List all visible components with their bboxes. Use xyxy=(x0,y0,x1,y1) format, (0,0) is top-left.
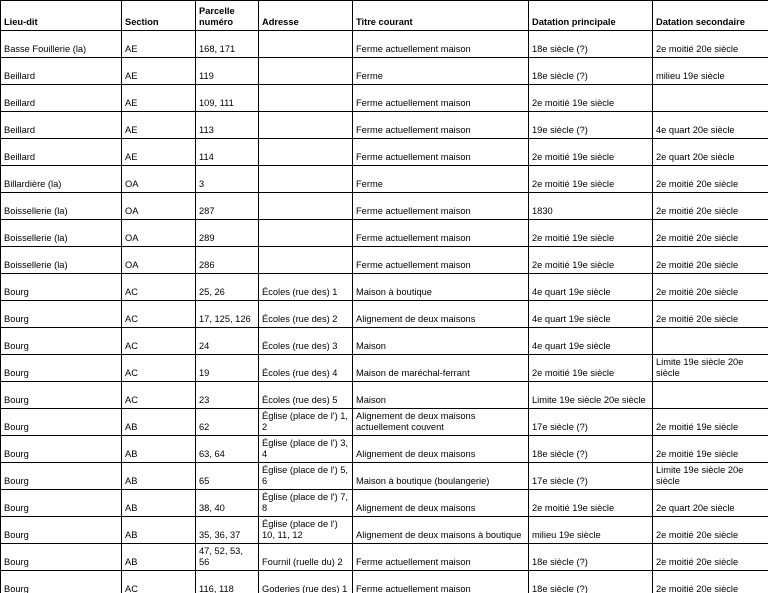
datation-secondaire-cell: 2e moitié 20e siècle xyxy=(653,571,768,593)
parcelle-cell: 17, 125, 126 xyxy=(196,301,259,328)
adresse-cell xyxy=(259,139,353,166)
datation-principale-cell: 1830 xyxy=(529,193,653,220)
lieu-dit-cell: Basse Fouillerie (la) xyxy=(1,31,122,58)
titre-cell: Alignement de deux maisons à boutique xyxy=(353,517,529,544)
parcelle-cell: 287 xyxy=(196,193,259,220)
table-row xyxy=(1,571,768,593)
parcelle-cell: 3 xyxy=(196,166,259,193)
table-row xyxy=(1,301,768,328)
titre-cell: Ferme actuellement maison xyxy=(353,193,529,220)
parcelle-cell: 38, 40 xyxy=(196,490,259,517)
datation-secondaire-cell: 4e quart 20e siècle xyxy=(653,112,768,139)
table-row xyxy=(1,85,768,112)
lieu-dit-cell: Boissellerie (la) xyxy=(1,193,122,220)
datation-secondaire-cell xyxy=(653,328,768,355)
section-cell: AE xyxy=(122,58,196,85)
section-cell: AE xyxy=(122,139,196,166)
datation-principale-cell: 2e moitié 19e siècle xyxy=(529,139,653,166)
table-row xyxy=(1,355,768,382)
parcelle-cell: 47, 52, 53, 56 xyxy=(196,544,259,571)
lieu-dit-cell: Bourg xyxy=(1,301,122,328)
table-row xyxy=(1,139,768,166)
titre-cell: Ferme actuellement maison xyxy=(353,139,529,166)
datation-principale-cell: 18e siècle (?) xyxy=(529,58,653,85)
adresse-cell: Église (place de l') 10, 11, 12 xyxy=(259,517,353,544)
datation-principale-cell: 2e moitié 19e siècle xyxy=(529,355,653,382)
datation-secondaire-cell: 2e moitié 20e siècle xyxy=(653,274,768,301)
adresse-cell: Église (place de l') 3, 4 xyxy=(259,436,353,463)
table-row xyxy=(1,328,768,355)
titre-cell: Ferme xyxy=(353,58,529,85)
titre-cell: Ferme actuellement maison xyxy=(353,112,529,139)
datation-secondaire-cell: 2e quart 20e siècle xyxy=(653,139,768,166)
header-section: Section xyxy=(122,1,196,31)
adresse-cell xyxy=(259,85,353,112)
table-row xyxy=(1,247,768,274)
datation-principale-cell: 4e quart 19e siècle xyxy=(529,328,653,355)
table-row xyxy=(1,382,768,409)
lieu-dit-cell: Beillard xyxy=(1,112,122,139)
datation-principale-cell: 17e siècle (?) xyxy=(529,463,653,490)
titre-cell: Ferme actuellement maison xyxy=(353,85,529,112)
titre-cell: Ferme actuellement maison xyxy=(353,544,529,571)
lieu-dit-cell: Bourg xyxy=(1,436,122,463)
section-cell: AB xyxy=(122,517,196,544)
adresse-cell: Église (place de l') 5, 6 xyxy=(259,463,353,490)
adresse-cell: Fournil (ruelle du) 2 xyxy=(259,544,353,571)
header-row xyxy=(1,1,768,31)
titre-cell: Maison xyxy=(353,382,529,409)
adresse-cell xyxy=(259,31,353,58)
parcelle-cell: 19 xyxy=(196,355,259,382)
table-row xyxy=(1,112,768,139)
lieu-dit-cell: Beillard xyxy=(1,139,122,166)
parcelle-cell: 25, 26 xyxy=(196,274,259,301)
datation-principale-cell: 18e siècle (?) xyxy=(529,544,653,571)
parcelle-cell: 114 xyxy=(196,139,259,166)
datation-secondaire-cell: 2e moitié 20e siècle xyxy=(653,166,768,193)
lieu-dit-cell: Bourg xyxy=(1,274,122,301)
adresse-cell: Église (place de l') 7, 8 xyxy=(259,490,353,517)
parcelle-cell: 168, 171 xyxy=(196,31,259,58)
section-cell: AC xyxy=(122,274,196,301)
header-parcelle: Parcelle numéro xyxy=(196,1,259,31)
table-row xyxy=(1,490,768,517)
lieu-dit-cell: Bourg xyxy=(1,382,122,409)
adresse-cell: Écoles (rue des) 4 xyxy=(259,355,353,382)
datation-secondaire-cell xyxy=(653,85,768,112)
header-titre-courant: Titre courant xyxy=(353,1,529,31)
adresse-cell xyxy=(259,220,353,247)
datation-principale-cell: 18e siècle (?) xyxy=(529,31,653,58)
section-cell: AE xyxy=(122,112,196,139)
datation-principale-cell: 18e siècle (?) xyxy=(529,571,653,593)
section-cell: AC xyxy=(122,301,196,328)
titre-cell: Alignement de deux maisons xyxy=(353,436,529,463)
titre-cell: Maison à boutique xyxy=(353,274,529,301)
lieu-dit-cell: Bourg xyxy=(1,517,122,544)
section-cell: AC xyxy=(122,355,196,382)
section-cell: AE xyxy=(122,31,196,58)
datation-secondaire-cell: 2e moitié 19e siècle xyxy=(653,436,768,463)
header-datation-principale: Datation principale xyxy=(529,1,653,31)
adresse-cell: Écoles (rue des) 5 xyxy=(259,382,353,409)
datation-principale-cell: 2e moitié 19e siècle xyxy=(529,166,653,193)
titre-cell: Alignement de deux maisons xyxy=(353,301,529,328)
lieu-dit-cell: Beillard xyxy=(1,58,122,85)
table-row xyxy=(1,436,768,463)
table-row xyxy=(1,274,768,301)
table-row xyxy=(1,193,768,220)
parcelle-cell: 286 xyxy=(196,247,259,274)
table-row xyxy=(1,409,768,436)
table-row xyxy=(1,517,768,544)
table-row xyxy=(1,544,768,571)
datation-secondaire-cell: 2e moitié 20e siècle xyxy=(653,31,768,58)
lieu-dit-cell: Billardière (la) xyxy=(1,166,122,193)
titre-cell: Ferme xyxy=(353,166,529,193)
adresse-cell: Goderies (rue des) 1 xyxy=(259,571,353,593)
adresse-cell xyxy=(259,193,353,220)
datation-principale-cell: 2e moitié 19e siècle xyxy=(529,220,653,247)
datation-principale-cell: 4e quart 19e siècle xyxy=(529,301,653,328)
datation-principale-cell: milieu 19e siècle xyxy=(529,517,653,544)
parcelle-cell: 65 xyxy=(196,463,259,490)
header-lieu-dit: Lieu-dit xyxy=(1,1,122,31)
datation-principale-cell: 2e moitié 19e siècle xyxy=(529,247,653,274)
lieu-dit-cell: Bourg xyxy=(1,463,122,490)
titre-cell: Maison à boutique (boulangerie) xyxy=(353,463,529,490)
adresse-cell xyxy=(259,112,353,139)
datation-secondaire-cell: 2e moitié 20e siècle xyxy=(653,193,768,220)
datation-secondaire-cell: 2e quart 20e siècle xyxy=(653,490,768,517)
parcelle-cell: 119 xyxy=(196,58,259,85)
titre-cell: Ferme actuellement maison xyxy=(353,247,529,274)
datation-principale-cell: 18e siècle (?) xyxy=(529,436,653,463)
datation-secondaire-cell: Limite 19e siècle 20e siècle xyxy=(653,463,768,490)
datation-principale-cell: Limite 19e siècle 20e siècle xyxy=(529,382,653,409)
table-header xyxy=(1,1,768,31)
parcelle-cell: 113 xyxy=(196,112,259,139)
section-cell: AB xyxy=(122,463,196,490)
datation-secondaire-cell: 2e moitié 20e siècle xyxy=(653,517,768,544)
datation-secondaire-cell: 2e moitié 20e siècle xyxy=(653,220,768,247)
section-cell: AC xyxy=(122,571,196,593)
adresse-cell: Écoles (rue des) 3 xyxy=(259,328,353,355)
lieu-dit-cell: Bourg xyxy=(1,571,122,593)
adresse-cell: Église (place de l') 1, 2 xyxy=(259,409,353,436)
lieu-dit-cell: Beillard xyxy=(1,85,122,112)
datation-secondaire-cell: 2e moitié 20e siècle xyxy=(653,247,768,274)
titre-cell: Ferme actuellement maison xyxy=(353,220,529,247)
titre-cell: Alignement de deux maisons actuellement couvent xyxy=(353,409,529,436)
lieu-dit-cell: Bourg xyxy=(1,328,122,355)
datation-secondaire-cell xyxy=(653,382,768,409)
datation-secondaire-cell: 2e moitié 20e siècle xyxy=(653,544,768,571)
datation-principale-cell: 17e siècle (?) xyxy=(529,409,653,436)
section-cell: AB xyxy=(122,409,196,436)
adresse-cell: Écoles (rue des) 1 xyxy=(259,274,353,301)
section-cell: AC xyxy=(122,382,196,409)
lieu-dit-cell: Bourg xyxy=(1,409,122,436)
titre-cell: Maison de maréchal-ferrant xyxy=(353,355,529,382)
titre-cell: Maison xyxy=(353,328,529,355)
datation-principale-cell: 2e moitié 19e siècle xyxy=(529,85,653,112)
lieu-dit-cell: Bourg xyxy=(1,490,122,517)
section-cell: AB xyxy=(122,436,196,463)
datation-secondaire-cell: 2e moitié 19e siècle xyxy=(653,409,768,436)
header-adresse: Adresse xyxy=(259,1,353,31)
datation-principale-cell: 19e siècle (?) xyxy=(529,112,653,139)
parcelle-cell: 24 xyxy=(196,328,259,355)
datation-secondaire-cell: milieu 19e siècle xyxy=(653,58,768,85)
adresse-cell xyxy=(259,58,353,85)
parcelle-cell: 116, 118 xyxy=(196,571,259,593)
datation-principale-cell: 4e quart 19e siècle xyxy=(529,274,653,301)
parcelle-cell: 289 xyxy=(196,220,259,247)
section-cell: OA xyxy=(122,193,196,220)
lieu-dit-cell: Boissellerie (la) xyxy=(1,247,122,274)
section-cell: AE xyxy=(122,85,196,112)
titre-cell: Ferme actuellement maison xyxy=(353,31,529,58)
datation-principale-cell: 2e moitié 19e siècle xyxy=(529,490,653,517)
table-row xyxy=(1,31,768,58)
section-cell: OA xyxy=(122,220,196,247)
adresse-cell xyxy=(259,166,353,193)
parcelle-cell: 23 xyxy=(196,382,259,409)
parcelle-cell: 35, 36, 37 xyxy=(196,517,259,544)
section-cell: OA xyxy=(122,166,196,193)
table-row xyxy=(1,58,768,85)
section-cell: AB xyxy=(122,490,196,517)
table-row xyxy=(1,463,768,490)
lieu-dit-cell: Bourg xyxy=(1,544,122,571)
titre-cell: Alignement de deux maisons xyxy=(353,490,529,517)
lieu-dit-cell: Bourg xyxy=(1,355,122,382)
adresse-cell: Écoles (rue des) 2 xyxy=(259,301,353,328)
table-row xyxy=(1,220,768,247)
parcelle-cell: 109, 111 xyxy=(196,85,259,112)
parcelle-cell: 62 xyxy=(196,409,259,436)
adresse-cell xyxy=(259,247,353,274)
table-body xyxy=(1,31,768,593)
header-datation-secondaire: Datation secondaire xyxy=(653,1,768,31)
titre-cell: Ferme actuellement maison xyxy=(353,571,529,593)
parcelle-cell: 63, 64 xyxy=(196,436,259,463)
datation-secondaire-cell: Limite 19e siècle 20e siècle xyxy=(653,355,768,382)
section-cell: OA xyxy=(122,247,196,274)
table-row xyxy=(1,166,768,193)
datation-secondaire-cell: 2e moitié 20e siècle xyxy=(653,301,768,328)
lieu-dit-cell: Boissellerie (la) xyxy=(1,220,122,247)
section-cell: AC xyxy=(122,328,196,355)
section-cell: AB xyxy=(122,544,196,571)
